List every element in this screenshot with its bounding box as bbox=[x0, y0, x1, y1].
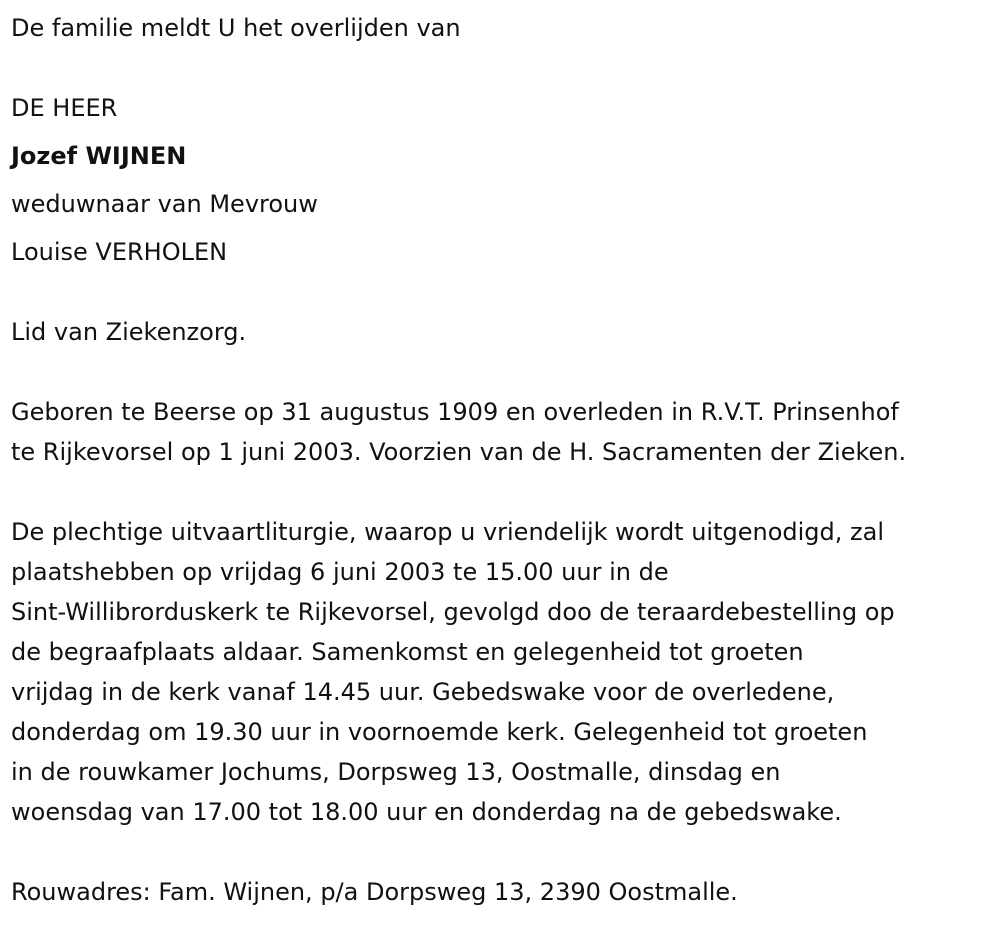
intro-text: De familie meldt U het overlijden van bbox=[11, 14, 461, 42]
funeral-line: woensdag van 17.00 tot 18.00 uur en donderdag na de gebedswake. bbox=[11, 798, 842, 826]
birth-death-paragraph bbox=[11, 392, 996, 472]
spouse-line-2: Louise VERHOLEN bbox=[11, 238, 228, 266]
funeral-line: vrijdag in de kerk vanaf 14.45 uur. Gebedswake voor de overledene, bbox=[11, 678, 835, 706]
birth-death-line: Geboren te Beerse op 31 augustus 1909 en overleden in R.V.T. Prinsenhof bbox=[11, 398, 899, 426]
birth-death-line: te Rijkevorsel op 1 juni 2003. Voorzien van de H. Sacramenten der Zieken. bbox=[11, 438, 907, 466]
death-notice bbox=[11, 8, 996, 912]
funeral-line: plaatshebben op vrijdag 6 juni 2003 te 15.00 uur in de bbox=[11, 558, 669, 586]
funeral-line: donderdag om 19.30 uur in voornoemde kerk. Gelegenheid tot groeten bbox=[11, 718, 868, 746]
deceased-name: Jozef WIJNEN bbox=[11, 142, 187, 170]
funeral-line: De plechtige uitvaartliturgie, waarop u vriendelijk wordt uitgenodigd, zal bbox=[11, 518, 884, 546]
funeral-line: de begraafplaats aldaar. Samenkomst en gelegenheid tot groeten bbox=[11, 638, 804, 666]
spouse-line-1: weduwnaar van Mevrouw bbox=[11, 190, 318, 218]
funeral-paragraph bbox=[11, 512, 996, 832]
funeral-line: Sint-Willibrorduskerk te Rijkevorsel, gevolgd doo de teraardebestelling op bbox=[11, 598, 895, 626]
mourning-address: Rouwadres: Fam. Wijnen, p/a Dorpsweg 13, 2390 Oostmalle. bbox=[11, 878, 738, 906]
funeral-line: in de rouwkamer Jochums, Dorpsweg 13, Oostmalle, dinsdag en bbox=[11, 758, 781, 786]
membership-text: Lid van Ziekenzorg. bbox=[11, 318, 247, 346]
salutation: DE HEER bbox=[11, 94, 118, 122]
